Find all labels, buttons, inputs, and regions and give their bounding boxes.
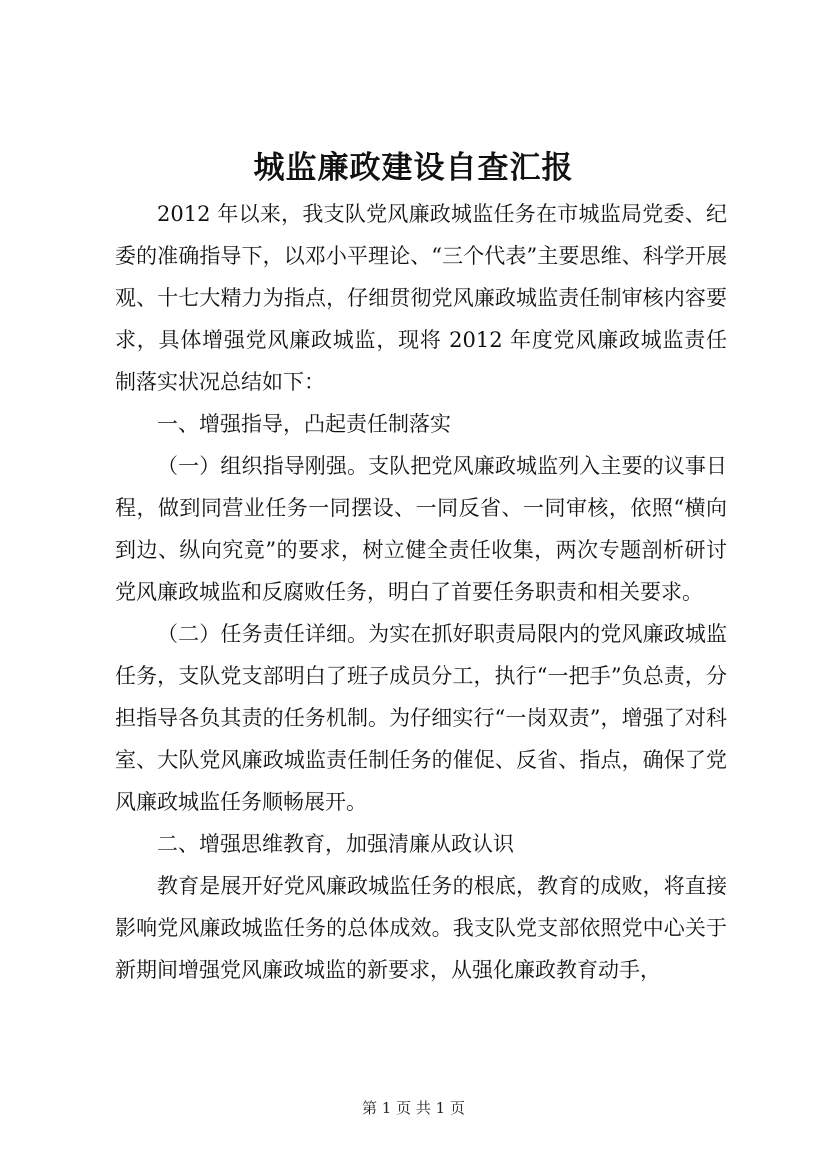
document-body — [115, 193, 727, 991]
paragraph-education: 教育是展开好党风廉政城监任务的根底，教育的成败，将直接影响党风廉政城监任务的总体成效。我支队党支部依照党中心关于新期间增强党风廉政城监的新要求，从强化廉政教育动手， — [115, 874, 727, 982]
paragraph-intro: 2012 年以来，我支队党风廉政城监任务在市城监局党委、纪委的准确指导下，以邓小平理论、“三个代表”主要思维、科学开展观、十七大精力为指点，仔细贯彻党风廉政城监责任制审核内容要求，具体增强党风廉政城监，现将 2012 年度党风廉政城监责任制落实状况总结如下： — [115, 202, 727, 394]
section-heading-2: 二、增强思维教育，加强清廉从政认识 — [157, 832, 514, 856]
page-footer: 第 1 页 共 1 页 — [362, 1099, 465, 1117]
document-title: 城监廉政建设自查汇报 — [253, 150, 574, 186]
paragraph-organization: （一）组织指导刚强。支队把党风廉政城监列入主要的议事日程，做到同营业任务一同摆设、一同反省、一同审核，依照“横向到边、纵向究竟”的要求，树立健全责任收集，两次专题剖析研讨党风廉政城监和反腐败任务，明白了首要任务职责和相关要求。 — [115, 454, 727, 604]
section-heading-1: 一、增强指导，凸起责任制落实 — [157, 412, 451, 436]
paragraph-responsibility: （二）任务责任详细。为实在抓好职责局限内的党风廉政城监任务，支队党支部明白了班子成员分工，执行“一把手”负总责，分担指导各负其责的任务机制。为仔细实行“一岗双责”，增强了对科室、大队党风廉政城监责任制任务的催促、反省、指点，确保了党风廉政城监任务顺畅展开。 — [115, 622, 727, 814]
